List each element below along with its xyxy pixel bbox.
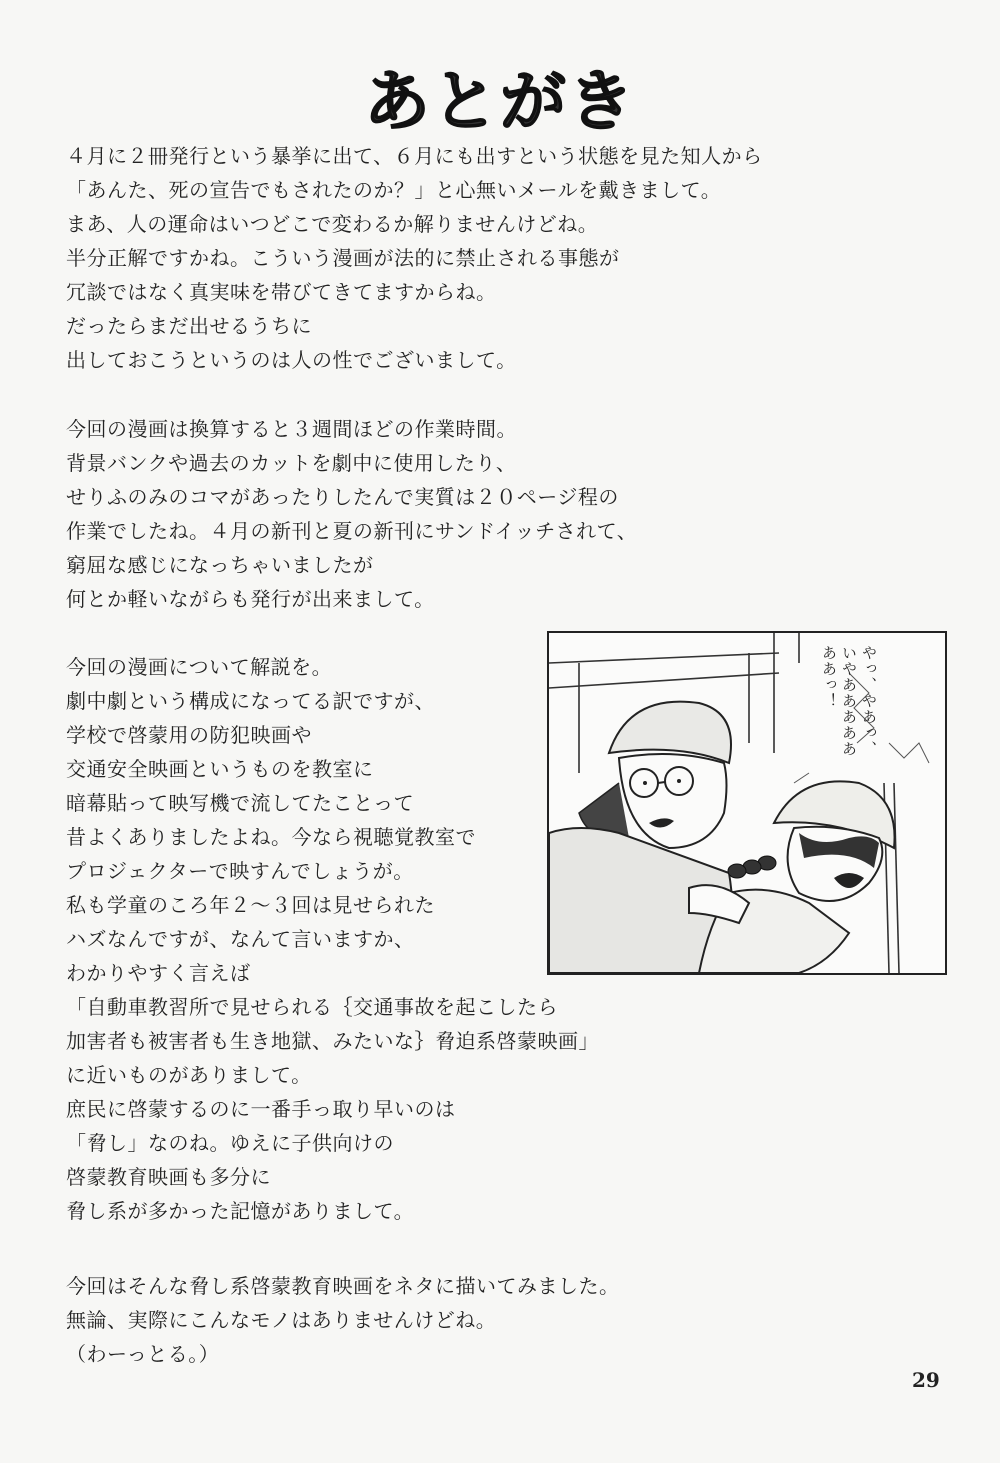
- text-line: 学校で啓蒙用の防犯映画や: [66, 723, 312, 747]
- text-line: だったらまだ出せるうちに: [66, 314, 312, 338]
- text-line: 私も学童のころ年２～３回は見せられた: [66, 893, 435, 917]
- text-line: 啓蒙教育映画も多分に: [66, 1165, 271, 1189]
- text-line: 背景バンクや過去のカットを劇中に使用したり、: [66, 451, 517, 475]
- text-line: ４月に２冊発行という暴挙に出て、６月にも出すという状態を見た知人から: [66, 144, 763, 168]
- paragraph: [66, 412, 637, 616]
- text-line: 今回はそんな脅し系啓蒙教育映画をネタに描いてみました。: [66, 1274, 620, 1298]
- paragraph: [66, 650, 599, 1228]
- paragraph: [66, 139, 763, 377]
- text-line: 「あんた、死の宣告でもされたのか？」と心無いメールを戴きまして。: [66, 178, 722, 202]
- text-line: 今回の漫画は換算すると３週間ほどの作業時間。: [66, 417, 517, 441]
- text-line: 暗幕貼って映写機で流してたことって: [66, 791, 415, 815]
- text-line: 無論、実際にこんなモノはありませんけどね。: [66, 1308, 497, 1332]
- text-line: 何とか軽いながらも発行が出来まして。: [66, 587, 435, 611]
- text-line: 半分正解ですかね。こういう漫画が法的に禁止される事態が: [66, 246, 620, 270]
- text-line: に近いものがありまして。: [66, 1063, 312, 1087]
- speech-line: いやあああああ: [840, 645, 858, 757]
- text-line: せりふのみのコマがあったりしたんで実質は２０ページ程の: [66, 485, 619, 509]
- text-line: 「自動車教習所で見せられる｛交通事故を起こしたら: [66, 995, 558, 1019]
- text-line: まあ、人の運命はいつどこで変わるか解りませんけどね。: [66, 212, 599, 236]
- text-line: 冗談ではなく真実味を帯びてきてますからね。: [66, 280, 497, 304]
- speech-bubble-text: [819, 645, 879, 795]
- text-line: 加害者も被害者も生き地獄、みたいな｝脅迫系啓蒙映画」: [66, 1029, 599, 1053]
- speech-line: ああっ！: [820, 645, 838, 709]
- text-line: ハズなんですが、なんて言いますか、: [66, 927, 415, 951]
- text-line: プロジェクターで映すんでしょうが。: [66, 859, 414, 883]
- paragraph: [66, 1269, 620, 1371]
- page-title: あとがき: [364, 63, 636, 140]
- text-line: 出しておこうというのは人の性でございまして。: [66, 348, 517, 372]
- text-line: わかりやすく言えば: [66, 961, 251, 985]
- text-line: 脅し系が多かった記憶がありまして。: [66, 1199, 415, 1223]
- text-line: （わーっとる。）: [66, 1342, 220, 1366]
- text-line: 窮屈な感じになっちゃいましたが: [66, 553, 374, 577]
- text-line: 庶民に啓蒙するのに一番手っ取り早いのは: [66, 1097, 456, 1121]
- manga-panel: [547, 631, 947, 975]
- text-line: 昔よくありましたよね。今なら視聴覚教室で: [66, 825, 476, 849]
- text-line: 作業でしたね。４月の新刊と夏の新刊にサンドイッチされて、: [66, 519, 638, 543]
- text-line: 「脅し」なのね。ゆえに子供向けの: [66, 1131, 394, 1155]
- text-line: 今回の漫画について解説を。: [66, 655, 333, 679]
- text-line: 交通安全映画というものを教室に: [66, 757, 374, 781]
- manga-illustration: [549, 633, 945, 973]
- speech-line: やっ、やあっ、: [860, 645, 878, 757]
- text-line: 劇中劇という構成になってる訳ですが、: [66, 689, 435, 713]
- page-number: 29: [912, 1368, 940, 1392]
